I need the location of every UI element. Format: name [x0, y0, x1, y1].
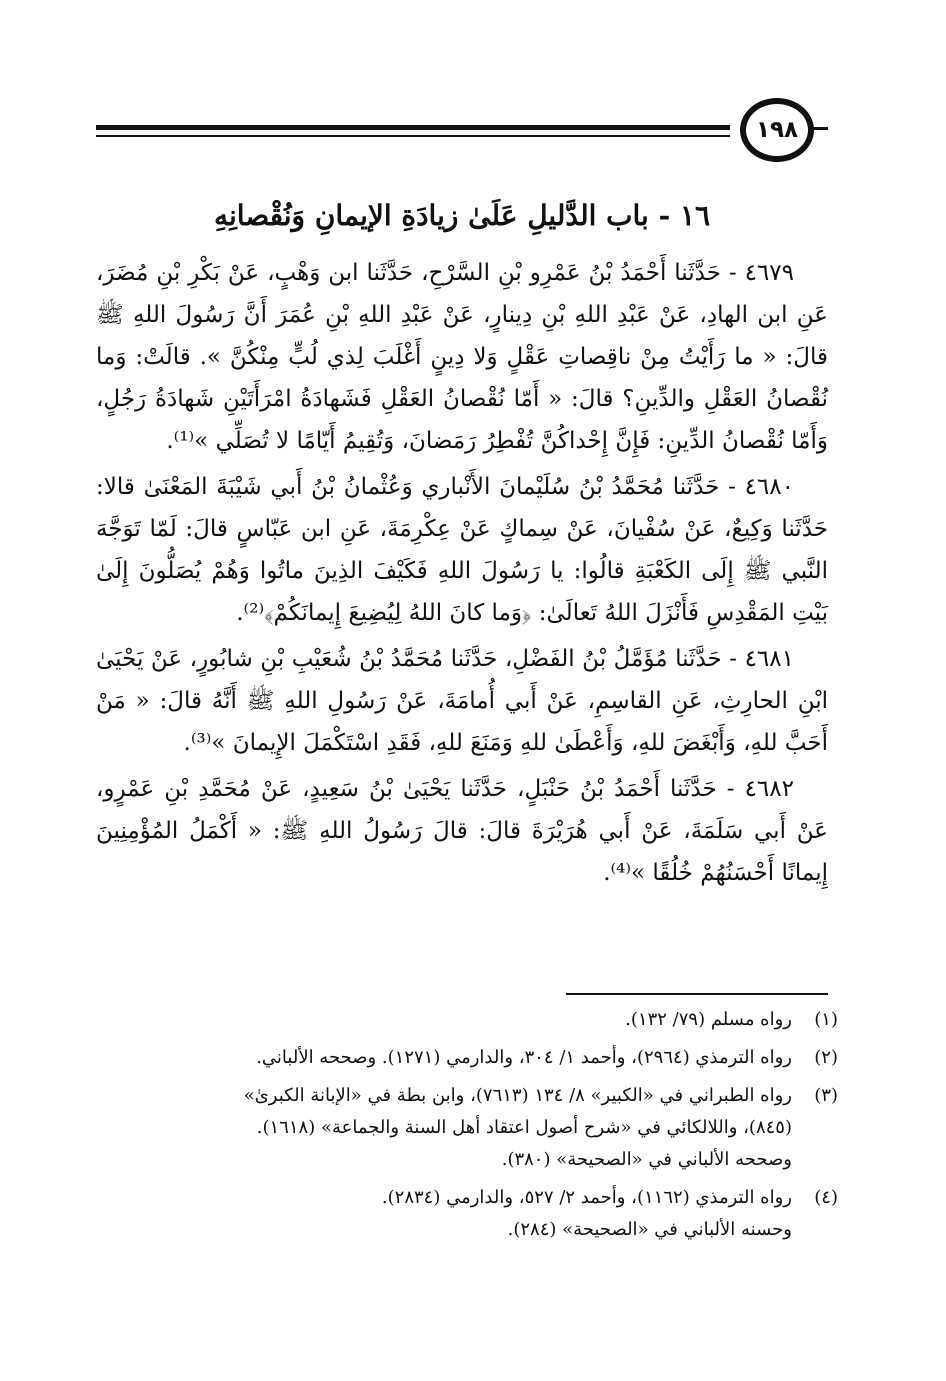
footnote-3	[96, 1080, 838, 1176]
header-rule-thick	[96, 125, 730, 130]
footnote-text	[96, 1004, 792, 1036]
footnote-line: رواه الترمذي (١١٦٢)، وأحمد ٢/ ٥٢٧، والدارمي (٢٨٣٤).	[381, 1187, 792, 1208]
footnote-text	[96, 1080, 792, 1176]
header-rule-thin	[96, 135, 730, 137]
hadith-4680: ٤٦٨٠ - حَدَّثَنا مُحَمَّدُ بْنُ سُلَيْمانَ الأَنْباري وَعُثْمانُ بْنُ أَبي شَيْبَةَ المَعْنَىٰ قالا: حَدَّثَنا وَكِيعٌ، عَنْ سُفْيانَ، عَنْ سِماكٍ عَنْ عِكْرِمَةَ، عَنِ ابن عَبّاسٍ قالَ: لَمّا تَوَجَّهَ النَّبي ﷺ إِلَى الكَعْبَةِ قالُوا: يا رَسُولَ اللهِ فَكَيْفَ الذِينَ ماتُوا وَهُمْ يُصَلُّونَ إِلَىٰ بَيْتِ المَقْدِسِ فَأَنْزَلَ اللهُ تَعالَىٰ: ﴿وَما كانَ اللهُ لِيُضِيعَ إِيمانَكُمْ﴾⁽²⁾.	[96, 474, 828, 626]
footnote-number: (٤)	[814, 1187, 838, 1208]
footnote-number: (٣)	[814, 1085, 838, 1106]
page-number: ١٩٨	[755, 117, 799, 143]
page-number-badge	[740, 98, 814, 162]
footnote-separator	[566, 993, 828, 995]
hadith-4682: ٤٦٨٢ - حَدَّثَنا أَحْمَدُ بْنُ حَنْبَلٍ، حَدَّثَنا يَحْيَىٰ بْنُ سَعِيدٍ، عَنْ مُحَمَّدِ بْنِ عَمْرٍو، عَنْ أَبي سَلَمَةَ، عَنْ أَبي هُرَيْرَةَ قالَ: قالَ رَسُولُ اللهِ ﷺ: « أَكْمَلُ المُؤْمِنِينَ إِيمانًا أَحْسَنُهُمْ خُلُقًا »⁽⁴⁾.	[96, 776, 828, 886]
footnote-4	[96, 1182, 838, 1246]
footnote-text	[96, 1042, 792, 1074]
footnote-line: وصححه الألباني في «الصحيحة» (٣٨٠).	[501, 1149, 792, 1170]
footnote-line: (٨٤٥)، واللالكائي في «شرح أصول اعتقاد أهل السنة والجماعة» (١٦١٨).	[256, 1117, 792, 1138]
footnote-number: (١)	[814, 1009, 838, 1030]
page-header	[96, 92, 828, 172]
footnote-line: رواه الترمذي (٢٩٦٤)، وأحمد ١/ ٣٠٤، والدارمي (١٢٧١). وصححه الألباني.	[256, 1047, 792, 1068]
chapter-title: ١٦ - باب الدَّليلِ عَلَىٰ زيادَةِ الإيمانِ وَنُقْصانِهِ	[213, 199, 711, 232]
footnote-line: رواه مسلم (٧٩/ ١٣٢).	[625, 1009, 792, 1030]
footnote-line: رواه الطبراني في «الكبير» ٨/ ١٣٤ (٧٦١٣)، وابن بطة في «الإبانة الكبرىٰ»	[243, 1085, 792, 1106]
footnote-number: (٢)	[814, 1047, 838, 1068]
footnote-2	[96, 1042, 838, 1074]
badge-tail-ornament	[812, 127, 828, 130]
hadith-body	[96, 252, 828, 898]
footnote-line: وحسنه الألباني في «الصحيحة» (٢٨٤).	[507, 1219, 792, 1240]
footnote-text	[96, 1182, 792, 1246]
footnote-1	[96, 1004, 838, 1036]
hadith-4681: ٤٦٨١ - حَدَّثَنا مُؤَمَّلُ بْنُ الفَضْلِ، حَدَّثَنا مُحَمَّدُ بْنُ شُعَيْبِ بْنِ شابُورٍ، عَنْ يَحْيَىٰ ابْنِ الحارِثِ، عَنِ القاسِمِ، عَنْ أَبي أُمامَةَ، عَنْ رَسُولِ اللهِ ﷺ أَنَّهُ قالَ: « مَنْ أَحَبَّ للهِ، وَأَبْغَضَ للهِ، وَأَعْطَىٰ للهِ وَمَنَعَ للهِ، فَقَدِ اسْتَكْمَلَ الإِيمانَ »⁽³⁾.	[96, 646, 828, 756]
footnotes	[96, 1004, 838, 1252]
hadith-4679: ٤٦٧٩ - حَدَّثَنا أَحْمَدُ بْنُ عَمْرِو بْنِ السَّرْحِ، حَدَّثَنا ابن وَهْبٍ، عَنْ بَكْرِ بْنِ مُضَرَ، عَنِ ابن الهادِ، عَنْ عَبْدِ اللهِ بْنِ دِينارٍ، عَنْ عَبْدِ اللهِ بْنِ عُمَرَ أَنَّ رَسُولَ اللهِ ﷺ قالَ: « ما رَأَيْتُ مِنْ ناقِصاتِ عَقْلٍ وَلا دِينٍ أَغْلَبَ لِذي لُبٍّ مِنْكُنَّ ». قالَتْ: وَما نُقْصانُ العَقْلِ والدِّينِ؟ قالَ: « أَمّا نُقْصانُ العَقْلِ فَشَهادَةُ امْرَأَتَيْنِ شَهادَةُ رَجُلٍ، وَأَمّا نُقْصانُ الدِّينِ: فَإِنَّ إِحْداكُنَّ تُفْطِرُ رَمَضانَ، وَتُقِيمُ أَيّامًا لا تُصَلِّي »⁽¹⁾.	[96, 260, 828, 454]
